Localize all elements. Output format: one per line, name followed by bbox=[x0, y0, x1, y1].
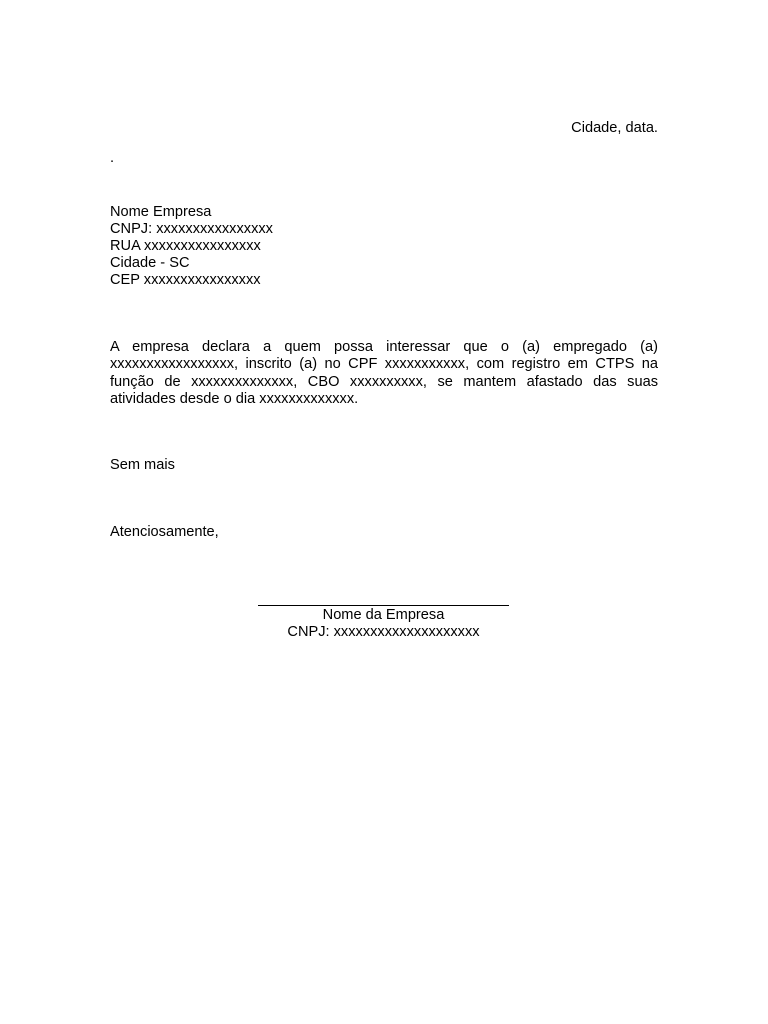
closing-line: Sem mais bbox=[110, 457, 175, 473]
date-line: Cidade, data. bbox=[571, 120, 658, 136]
stray-dot: . bbox=[110, 150, 115, 166]
regards-line: Atenciosamente, bbox=[110, 524, 219, 540]
company-cnpj: CNPJ: xxxxxxxxxxxxxxxx bbox=[110, 221, 273, 237]
company-name: Nome Empresa bbox=[110, 204, 212, 220]
signature-block bbox=[258, 605, 509, 641]
company-city: Cidade - SC bbox=[110, 255, 190, 271]
signature-name: Nome da Empresa bbox=[322, 607, 445, 623]
company-street: RUA xxxxxxxxxxxxxxxx bbox=[110, 238, 261, 254]
declaration-paragraph: A empresa declara a quem possa interessar que o (a) empregado (a) xxxxxxxxxxxxxxxxx, inscrito (a) no CPF xxxxxxxxxxx, com registro em CTPS na função de xxxxxxxxxxxxxx, CBO xxxxxxxxxx, se mantem afastado das suas atividades desde o dia xxxxxxxxxxxxx. bbox=[110, 339, 658, 407]
signature-line bbox=[258, 605, 509, 606]
company-cep: CEP xxxxxxxxxxxxxxxx bbox=[110, 272, 261, 288]
signature-cnpj: CNPJ: xxxxxxxxxxxxxxxxxxxx bbox=[287, 624, 480, 640]
address-block bbox=[110, 204, 273, 289]
